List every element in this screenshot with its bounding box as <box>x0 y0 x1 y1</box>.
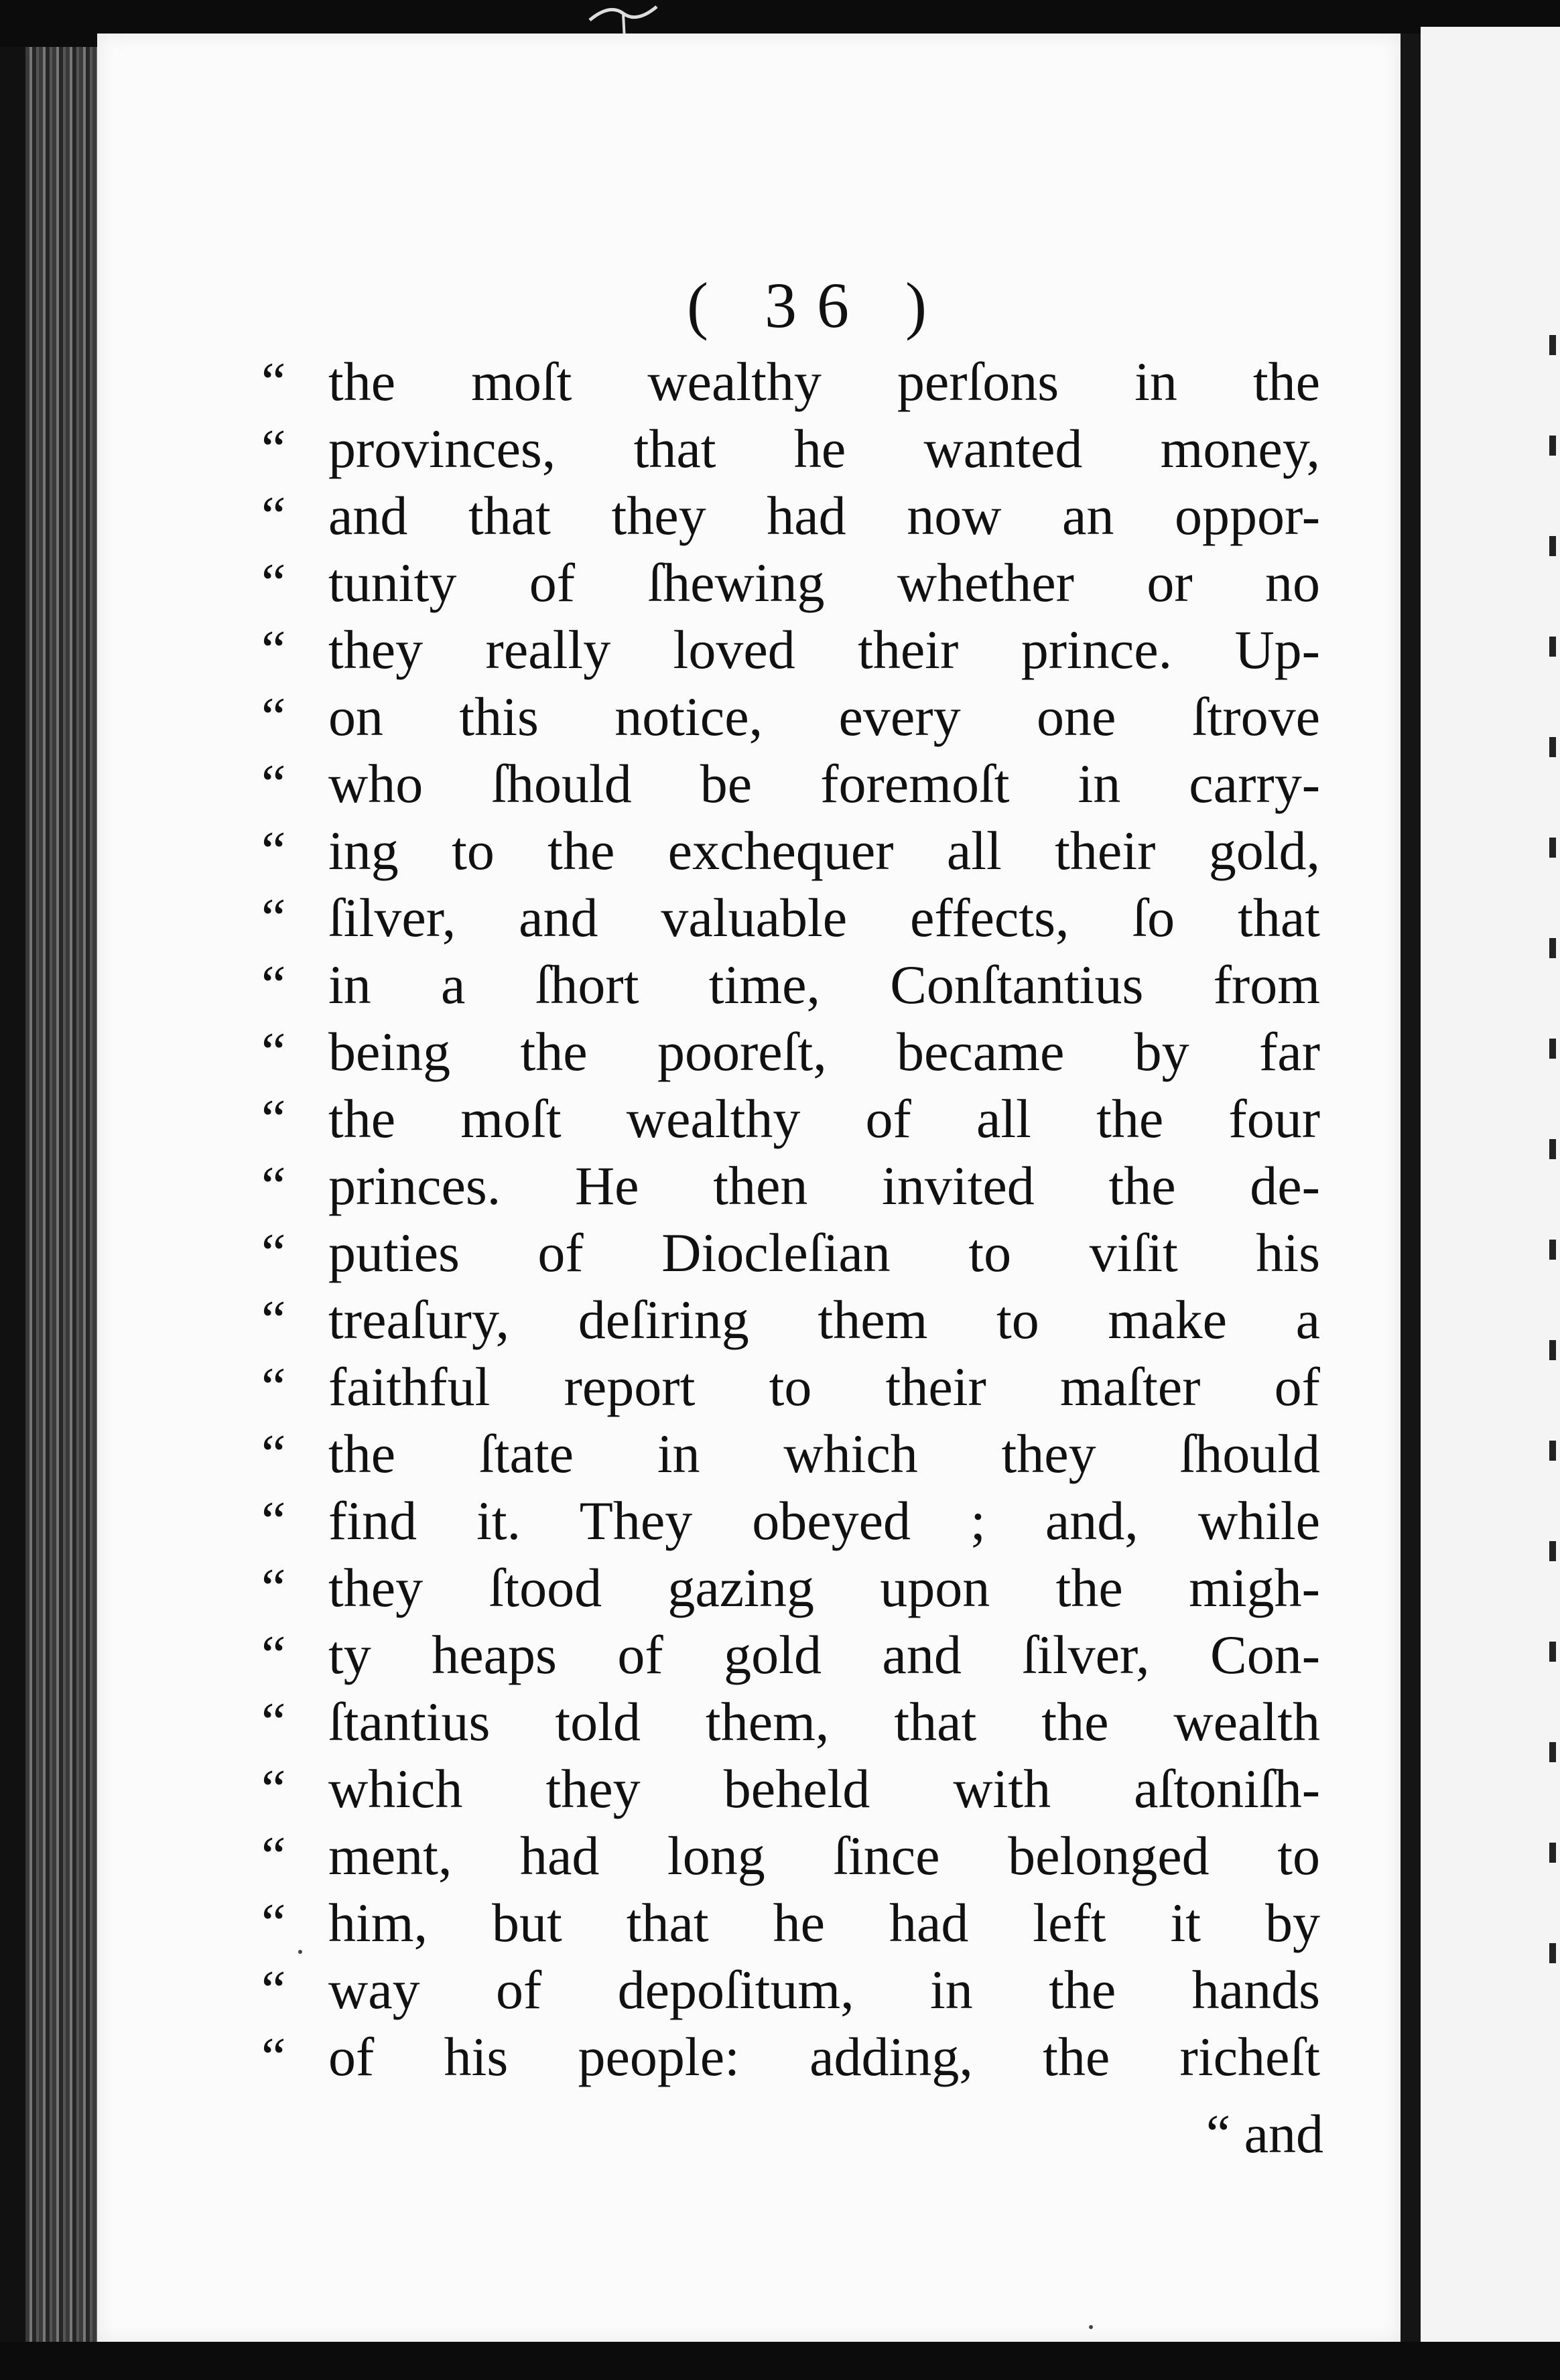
text-line <box>261 1488 1320 1555</box>
line-text: they ſtood gazing upon the migh- <box>328 1557 1320 1618</box>
quote-mark: “ <box>261 686 286 747</box>
quote-mark: “ <box>261 485 286 546</box>
quote-mark: “ <box>261 1289 286 1350</box>
quote-mark: “ <box>261 1691 286 1752</box>
scan-border-bottom <box>0 2342 1560 2380</box>
line-text: the moſt wealthy of all the four <box>328 1088 1320 1149</box>
line-text: princes. He then invited the de- <box>328 1155 1320 1216</box>
line-text: they really loved their prince. Up- <box>328 619 1320 680</box>
quote-mark: “ <box>261 351 286 412</box>
quote-mark: “ <box>261 2026 286 2087</box>
line-text: ſilver, and valuable effects, ſo that <box>328 887 1320 948</box>
text-line <box>261 415 1320 482</box>
quote-mark: “ <box>261 1758 286 1819</box>
line-text: ment, had long ſince belonged to <box>328 1825 1320 1886</box>
quote-mark: “ <box>261 753 286 814</box>
text-line <box>261 549 1320 616</box>
quote-mark: “ <box>261 1356 286 1417</box>
quote-mark: “ <box>261 619 286 680</box>
line-text: him, but that he had left it by <box>328 1892 1320 1953</box>
quote-mark: “ <box>261 1222 286 1283</box>
facing-page <box>1421 27 1560 2352</box>
quote-mark: “ <box>261 1624 286 1685</box>
text-line <box>261 1756 1320 1823</box>
text-line <box>261 2024 1320 2091</box>
quote-mark: “ <box>261 1892 286 1953</box>
speck <box>1089 2325 1093 2329</box>
text-line <box>261 1957 1320 2024</box>
line-text: way of depoſitum, in the hands <box>328 1959 1320 2020</box>
quote-mark: “ <box>261 1825 286 1886</box>
quote-mark: “ <box>261 1423 286 1484</box>
line-text: which they beheld with aſtoniſh- <box>328 1758 1320 1819</box>
page-gutter <box>1401 34 1422 2342</box>
text-line <box>261 1555 1320 1622</box>
line-text: the ſtate in which they ſhould <box>328 1423 1320 1484</box>
quote-mark: “ <box>261 1088 286 1149</box>
text-line <box>261 1152 1320 1219</box>
text-line <box>261 683 1320 750</box>
quote-mark: “ <box>261 1155 286 1216</box>
line-text: faithful report to their maſter of <box>328 1356 1320 1417</box>
line-text: tunity of ſhewing whether or no <box>328 552 1320 613</box>
quote-mark: “ <box>261 887 286 948</box>
line-text: being the pooreſt, became by far <box>328 1021 1320 1082</box>
line-text: provinces, that he wanted money, <box>328 418 1320 479</box>
line-text: who ſhould be foremoſt in carry- <box>328 753 1320 814</box>
facing-page-text-edge <box>1541 335 1560 2077</box>
line-text: ſtantius told them, that the wealth <box>328 1691 1320 1752</box>
quote-mark: “ <box>261 1490 286 1551</box>
page-number: ( 36 ) <box>687 269 947 341</box>
line-text: and that they had now an oppor- <box>328 485 1320 546</box>
text-line <box>261 1689 1320 1756</box>
quote-mark: “ <box>261 1021 286 1082</box>
line-text: puties of Diocleſian to viſit his <box>328 1222 1320 1283</box>
catchword: “ and <box>1206 2103 1323 2164</box>
line-text: on this notice, every one ſtrove <box>328 686 1320 747</box>
line-text: in a ſhort time, Conſtantius from <box>328 954 1320 1015</box>
quote-mark: “ <box>261 1557 286 1618</box>
text-line <box>261 1622 1320 1689</box>
text-line <box>261 1018 1320 1085</box>
book-spine <box>25 47 99 2352</box>
line-text: the moſt wealthy perſons in the <box>328 351 1320 412</box>
text-line <box>261 750 1320 817</box>
text-line <box>261 1219 1320 1286</box>
line-text: treaſury, deſiring them to make a <box>328 1289 1320 1350</box>
text-line <box>261 1286 1320 1353</box>
text-line <box>261 482 1320 549</box>
text-line <box>261 1823 1320 1890</box>
text-line <box>261 1353 1320 1420</box>
quote-mark: “ <box>261 954 286 1015</box>
line-text: of his people: adding, the richeſt <box>328 2026 1320 2087</box>
text-line <box>261 1420 1320 1488</box>
speck <box>298 1950 302 1954</box>
text-line <box>261 616 1320 683</box>
line-text: ty heaps of gold and ſilver, Con- <box>328 1624 1320 1685</box>
text-line <box>261 817 1320 884</box>
quote-mark: “ <box>261 418 286 479</box>
line-text: ing to the exchequer all their gold, <box>328 820 1320 881</box>
text-line <box>261 951 1320 1018</box>
quote-mark: “ <box>261 820 286 881</box>
quote-mark: “ <box>261 552 286 613</box>
text-line <box>261 884 1320 951</box>
text-line <box>261 348 1320 415</box>
quote-mark: “ <box>261 1959 286 2020</box>
text-line <box>261 1890 1320 1957</box>
line-text: find it. They obeyed ; and, while <box>328 1490 1320 1551</box>
book-page <box>97 34 1401 2342</box>
text-line <box>261 1085 1320 1152</box>
